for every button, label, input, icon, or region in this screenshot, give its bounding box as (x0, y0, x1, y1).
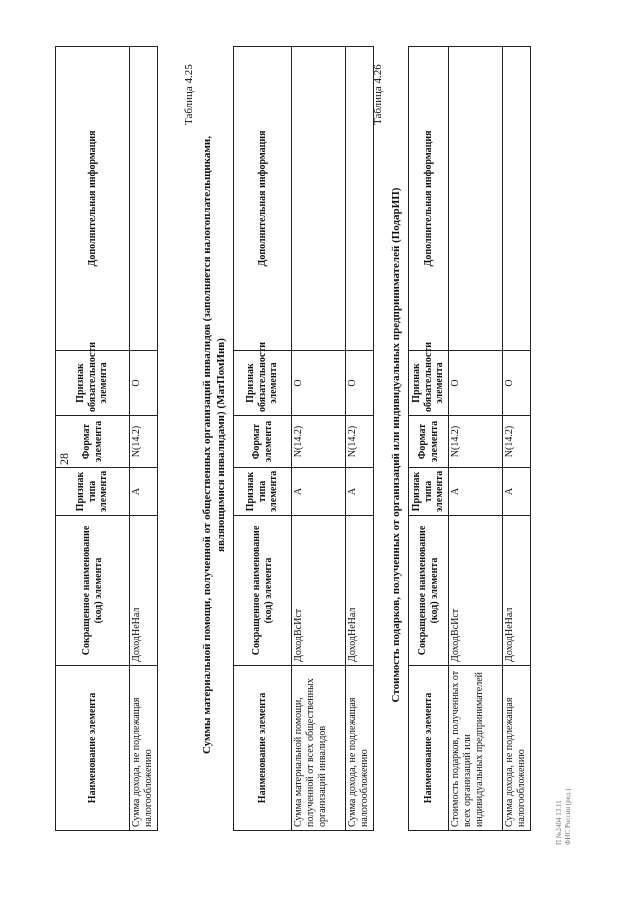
header-type: Признак типа элемента (234, 468, 292, 516)
stamp-line-2: ФНС России (ред.) (564, 788, 573, 845)
cell-code: ДоходНеНал (130, 516, 158, 666)
cell-type: А (346, 468, 374, 516)
cell-format: N(14.2) (130, 416, 158, 468)
cell-code: ДоходВсИст (449, 516, 503, 666)
cell-type: А (449, 468, 503, 516)
header-code: Сокращенное наименование (код) элемента (56, 516, 130, 666)
cell-extra (503, 47, 531, 351)
table-4-25-label: Таблица 4.25 (183, 64, 195, 125)
header-type: Признак типа элемента (56, 468, 130, 516)
cell-extra (130, 47, 158, 351)
header-extra: Дополнительная информация (234, 47, 292, 351)
cell-code: ДоходНеНал (503, 516, 531, 666)
cell-type: А (130, 468, 158, 516)
cell-format: N(14.2) (503, 416, 531, 468)
table-header-row (409, 47, 449, 831)
stamp-line-1: П №2404 13.11 (555, 800, 563, 845)
cell-mandatory: О (346, 351, 374, 416)
table-row (130, 47, 158, 831)
cell-name: Сумма дохода, не подлежащая налогообложению (503, 666, 531, 831)
table-row (346, 47, 374, 831)
header-mandatory: Признак обязательности элемента (56, 351, 130, 416)
header-format: Формат элемента (56, 416, 130, 468)
cell-name: Сумма дохода, не подлежащая налогообложению (130, 666, 158, 831)
cell-format: N(14.2) (292, 416, 346, 468)
cell-mandatory: О (292, 351, 346, 416)
header-code: Сокращенное наименование (код) элемента (234, 516, 292, 666)
cell-code: ДоходНеНал (346, 516, 374, 666)
cell-extra (346, 47, 374, 351)
header-format: Формат элемента (234, 416, 292, 468)
table-4-26 (408, 46, 531, 831)
header-mandatory: Признак обязательности элемента (234, 351, 292, 416)
cell-mandatory: О (449, 351, 503, 416)
table-4-26-label: Таблица 4.26 (372, 64, 384, 125)
table-header-row (234, 47, 292, 831)
header-code: Сокращенное наименование (код) элемента (409, 516, 449, 666)
cell-extra (449, 47, 503, 351)
header-format: Формат элемента (409, 416, 449, 468)
header-type: Признак типа элемента (409, 468, 449, 516)
table-row (503, 47, 531, 831)
header-name: Наименование элемента (409, 666, 449, 831)
cell-extra (292, 47, 346, 351)
table-4-25 (233, 46, 374, 831)
page-number: 28 (57, 453, 71, 465)
registration-stamp (555, 789, 573, 845)
cell-format: N(14.2) (346, 416, 374, 468)
table-row (292, 47, 346, 831)
cell-format: N(14.2) (449, 416, 503, 468)
header-extra: Дополнительная информация (56, 47, 130, 351)
cell-type: А (503, 468, 531, 516)
cell-mandatory: О (503, 351, 531, 416)
cell-name: Сумма дохода, не подлежащая налогообложению (346, 666, 374, 831)
cell-code: ДоходВсИст (292, 516, 346, 666)
table-header-row (56, 47, 130, 831)
header-name: Наименование элемента (234, 666, 292, 831)
cell-mandatory: О (130, 351, 158, 416)
header-mandatory: Признак обязательности элемента (409, 351, 449, 416)
cell-name: Сумма материальной помощи, полученной от всех общественных организаций инвалидов (292, 666, 346, 831)
table-4-26-caption: Стоимость подарков, полученных от организаций или индивидуальных предпринимателей (ПодарИП) (390, 187, 402, 703)
table-4-25-caption: Суммы материальной помощи, полученной от общественных организаций инвалидов (заполняется налогоплательщиками, являющимися инвалидами) (МатПомИнв) (201, 136, 228, 754)
cell-name: Стоимость подарков, полученных от всех организаций или индивидуальных предпринимателей (449, 666, 503, 831)
table-row (449, 47, 503, 831)
header-name: Наименование элемента (56, 666, 130, 831)
table-continuation (55, 46, 158, 831)
cell-type: А (292, 468, 346, 516)
header-extra: Дополнительная информация (409, 47, 449, 351)
